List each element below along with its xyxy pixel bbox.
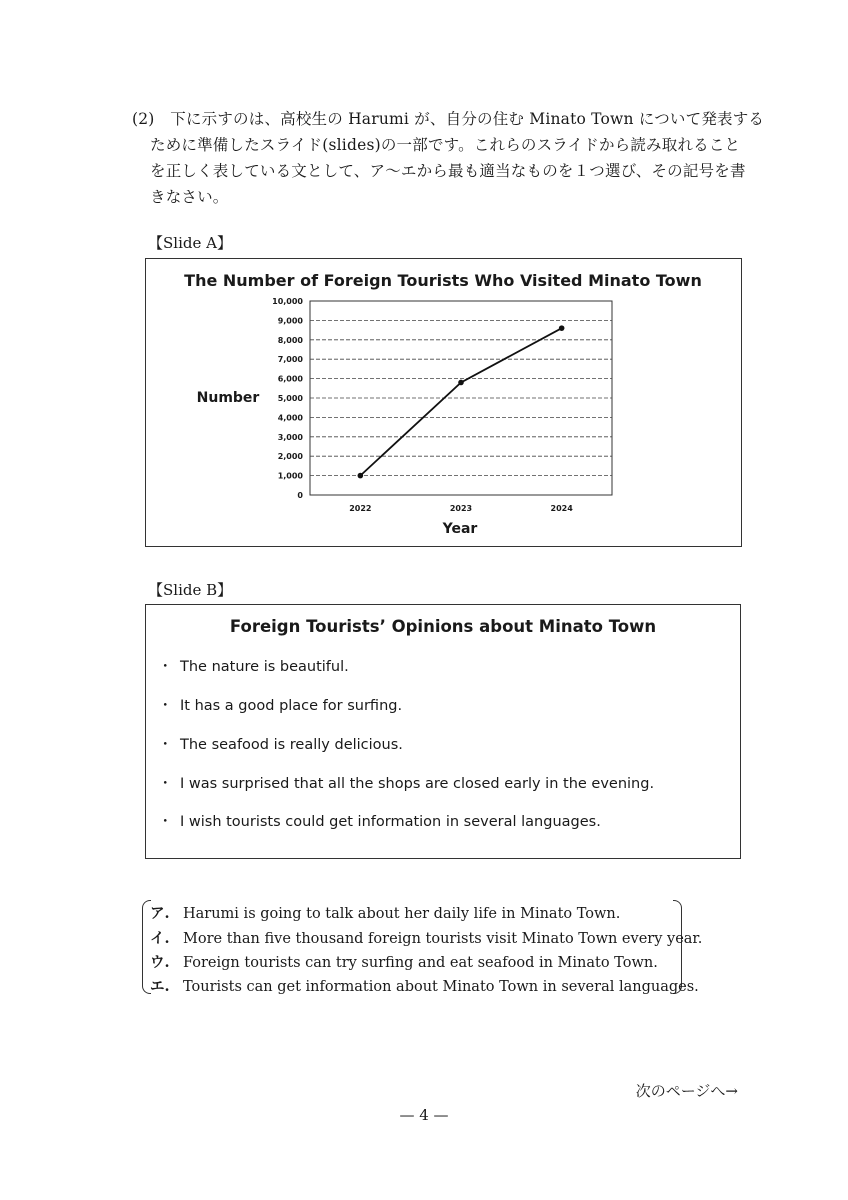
data-point <box>458 380 464 386</box>
y-tick-label: 8,000 <box>277 335 303 345</box>
option-mark: ア. <box>150 905 170 922</box>
chart-title: The Number of Foreign Tourists Who Visited Minato Town <box>184 271 702 290</box>
y-tick-label: 7,000 <box>277 355 303 365</box>
x-tick-label: 2023 <box>449 504 473 513</box>
option-text: Foreign tourists can try surfing and eat seafood in Minato Town. <box>183 955 658 971</box>
bullet: ・ <box>158 698 173 714</box>
option-u <box>150 951 658 972</box>
opinion-item <box>158 655 349 676</box>
question-line: きなさい。 <box>150 188 229 206</box>
opinion-text: It has a good place for surfing. <box>180 698 403 714</box>
bullet: ・ <box>158 814 173 830</box>
bullet: ・ <box>158 776 173 792</box>
option-mark: エ. <box>150 978 170 995</box>
y-tick-label: 4,000 <box>277 413 303 423</box>
y-tick-label: 0 <box>297 491 303 500</box>
opinion-text: The seafood is really delicious. <box>180 737 403 753</box>
tourist-chart <box>146 259 741 546</box>
slide-b-title: Foreign Tourists’ Opinions about Minato Town <box>229 617 657 636</box>
y-axis-label: Number <box>196 390 260 406</box>
option-text: More than five thousand foreign tourists visit Minato Town every year. <box>183 931 703 947</box>
y-tick-label: 6,000 <box>277 374 303 384</box>
series-line <box>358 325 565 478</box>
slide-b-label: 【Slide B】 <box>148 581 233 599</box>
question-line: (2) 下に示すのは、高校生の Harumi が、自分の住む Minato Town について発表する <box>132 110 765 128</box>
x-tick-label: 2022 <box>349 504 372 513</box>
opinion-item <box>158 733 403 754</box>
bullet: ・ <box>158 737 173 753</box>
option-e <box>150 975 699 996</box>
x-tick-label: 2024 <box>550 504 573 513</box>
y-tick-label: 2,000 <box>277 452 303 462</box>
slide-a-label: 【Slide A】 <box>148 234 232 252</box>
slide-a <box>145 258 742 547</box>
x-tick-labels <box>349 504 573 513</box>
y-tick-label: 10,000 <box>272 297 303 306</box>
data-point <box>358 473 364 479</box>
y-tick-label: 5,000 <box>277 394 303 403</box>
opinion-text: The nature is beautiful. <box>180 659 349 675</box>
option-mark: イ. <box>150 930 170 947</box>
grid-lines <box>310 320 612 475</box>
next-page-note: 次のページへ→ <box>635 1082 738 1100</box>
question-line: を正しく表している文として、ア～エから最も適当なものを１つ選び、その記号を書 <box>150 162 746 180</box>
data-point <box>559 325 565 331</box>
y-tick-label: 9,000 <box>277 316 303 326</box>
y-tick-label: 1,000 <box>277 471 303 481</box>
y-tick-label: 3,000 <box>277 432 303 442</box>
answer-options <box>142 900 703 996</box>
bullet: ・ <box>158 659 173 675</box>
option-text: Tourists can get information about Minato Town in several languages. <box>183 979 699 995</box>
opinion-item <box>158 772 654 793</box>
option-mark: ウ. <box>150 954 170 971</box>
opinion-text: I was surprised that all the shops are closed early in the evening. <box>180 776 655 792</box>
x-axis-label: Year <box>442 521 478 537</box>
opinion-text: I wish tourists could get information in several languages. <box>180 814 601 830</box>
page-number: — 4 — <box>399 1106 449 1124</box>
series-line <box>360 328 561 475</box>
question-text <box>132 106 765 210</box>
question-line: ために準備したスライド(slides)の一部です。これらのスライドから読み取れること <box>150 136 741 154</box>
opinion-item <box>158 694 402 715</box>
slide-b <box>145 604 741 859</box>
option-a <box>150 902 620 923</box>
option-i <box>150 927 702 948</box>
option-text: Harumi is going to talk about her daily life in Minato Town. <box>183 906 621 922</box>
y-tick-labels <box>272 297 303 500</box>
opinion-item <box>158 810 601 831</box>
